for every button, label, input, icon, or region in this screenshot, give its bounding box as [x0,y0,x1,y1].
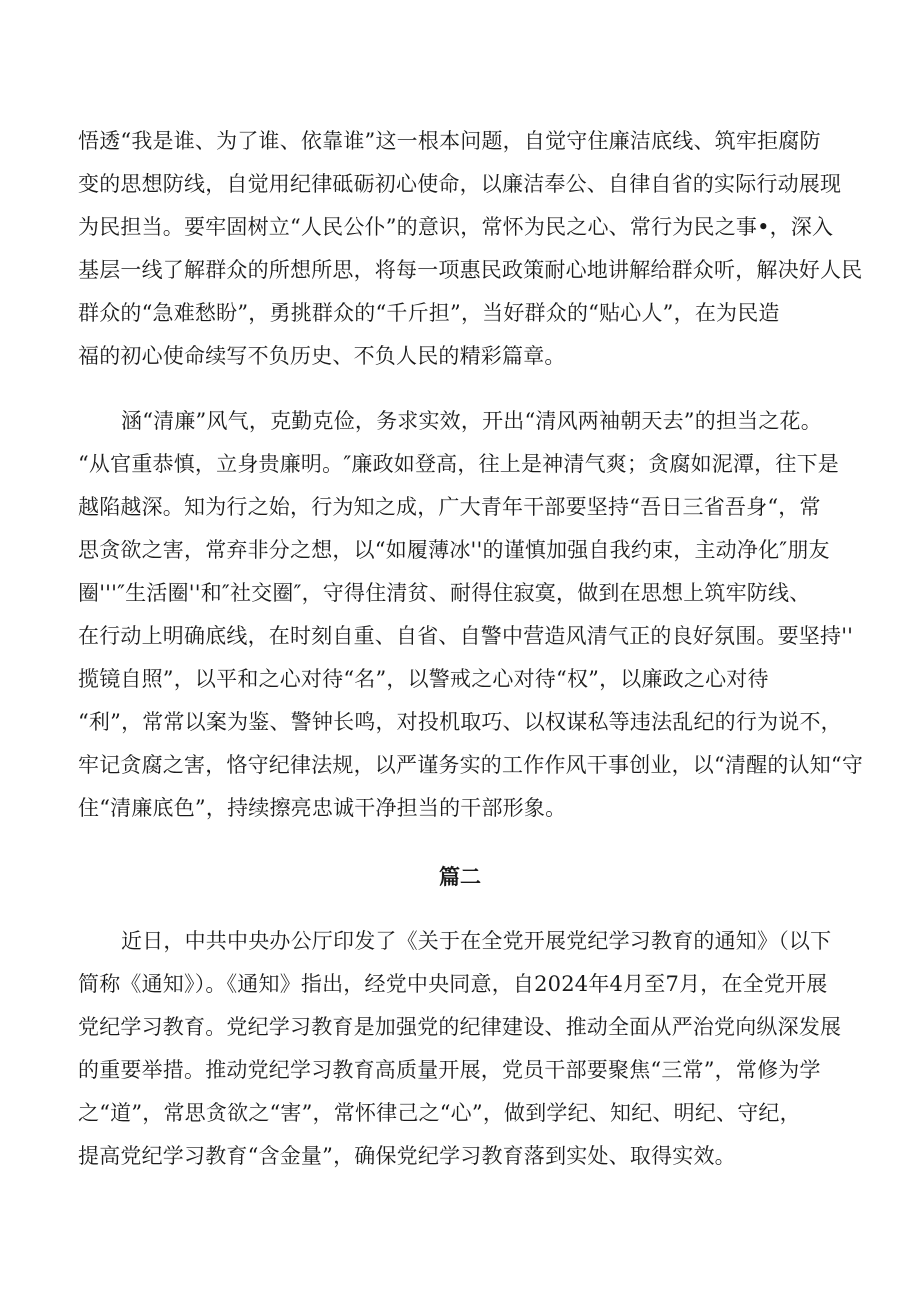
text-line: 牢记贪腐之害，恪守纪律法规，以严谨务实的工作作风干事创业，以“清醒的认知“守 [78,753,864,777]
text-line: 基层一线了解群众的所想所思，将每一项惠民政策耐心地讲解给群众听，解决好人民 [78,258,863,282]
text-line: 圈'''″生活圈''和″社交圈″，守得住清贫、耐得住寂寞，做到在思想上筑牢防线、 [78,581,811,605]
text-line: 党纪学习教育。党纪学习教育是加强党的纪律建设、推动全面从严治党向纵深发展 [78,1015,842,1039]
text-line: 提高党纪学习教育“含金量”，确保党纪学习教育落到实处、取得实效。 [78,1144,736,1168]
section-heading: 篇二 [439,864,481,889]
text-line: 群众的“急难愁盼”，勇挑群众的“千斤担”，当好群众的“贴心人”，在为民造 [78,301,780,325]
text-line: “利”，常常以案为鉴、警钟长鸣，对投机取巧、以权谋私等违法乱纪的行为说不， [78,710,842,734]
text-line: 简称《通知》）。《通知》指出，经党中央同意，自2024年4月至7月，在全党开展 [78,972,828,996]
text-line: 的重要举措。推动党纪学习教育高质量开展，党员干部要聚焦“三常”，常修为学 [78,1058,821,1082]
text-line: “从官重恭慎，立身贵廉明。″廉政如登高，往上是神清气爽；贪腐如泥潭，往下是 [78,452,839,476]
text-line: 在行动上明确底线，在时刻自重、自省、自警中营造风清气正的良好氛围。要坚持'' [78,624,854,648]
text-line: 揽镜自照”，以平和之心对待“名”，以警戒之心对待“权”，以廉政之心对待 [78,667,769,691]
text-line: 涵“清廉”风气，克勤克俭，务求实效，开出“清风两袖朝天去”的担当之花。 [121,409,822,433]
text-line: 为民担当。要牢固树立“人民公仆”的意识，常怀为民之心、常行为民之事•，深入 [78,215,834,239]
text-line: 住“清廉底色”，持续擦亮忠诚干净担当的干部形象。 [78,796,567,820]
text-line: 变的思想防线，自觉用纪律砥砺初心使命，以廉洁奉公、自律自省的实际行动展现 [78,172,842,196]
text-line: 之“道”，常思贪欲之“害”，常怀律己之“心”，做到学纪、知纪、明纪、守纪， [78,1101,801,1125]
text-line: 悟透“我是谁、为了谁、依靠谁”这一根本问题，自觉守住廉洁底线、筑牢拒腐防 [78,129,821,153]
text-line: 近日，中共中央办公厅印发了《关于在全党开展党纪学习教育的通知》（以下 [121,929,832,953]
text-line: 福的初心使命续写不负历史、不负人民的精彩篇章。 [78,344,566,368]
text-line: 思贪欲之害，常弃非分之想，以“如履薄冰''的谨慎加强自我约束，主动净化″朋友 [78,538,830,562]
text-line: 越陷越深。知为行之始，行为知之成，广大青年干部要坚持“吾日三省吾身“，常 [78,495,821,519]
